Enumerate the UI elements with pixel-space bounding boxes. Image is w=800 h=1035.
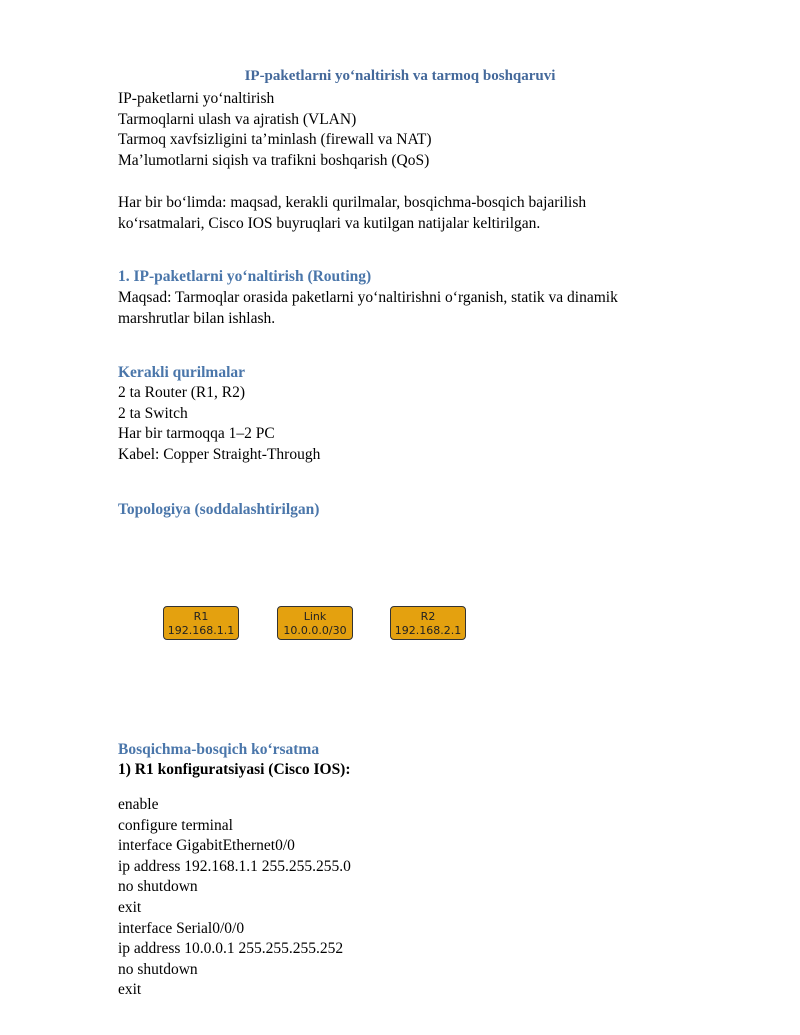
node-address: 192.168.1.1 [167, 623, 235, 637]
command-line: interface Serial0/0/0 [118, 919, 245, 937]
document-title: IP-paketlarni yo‘naltirish va tarmoq boshqaruvi [244, 68, 556, 84]
topology-section [118, 500, 678, 520]
command-line: configure terminal [118, 816, 233, 834]
command-line: ip address 10.0.0.1 255.255.255.252 [118, 940, 344, 958]
steps-subheading: 1) R1 konfiguratsiyasi (Cisco IOS): [118, 761, 351, 778]
node-name: R2 [420, 610, 436, 623]
command-line: no shutdown [118, 960, 198, 978]
steps-section [118, 740, 678, 780]
intro-note-line: Har bir bo‘limda: maqsad, kerakli qurilmalar, bosqichma-bosqich bajarilish [118, 194, 587, 211]
topic-item: IP-paketlarni yo‘naltirish [118, 90, 275, 107]
node-address: 192.168.2.1 [394, 623, 462, 637]
node-name: Link [303, 610, 327, 623]
command-line: exit [118, 981, 142, 999]
command-line: no shutdown [118, 878, 198, 896]
node-address: 10.0.0.0/30 [283, 623, 347, 637]
topology-heading: Topologiya (soddalashtirilgan) [118, 501, 320, 518]
node-name: R1 [193, 610, 209, 623]
topology-node-r1 [163, 606, 239, 640]
devices-heading: Kerakli qurilmalar [118, 364, 246, 381]
devices-section [118, 363, 678, 465]
goal-line: marshrutlar bilan ishlash. [118, 310, 276, 327]
command-line: enable [118, 796, 159, 813]
steps-heading: Bosqichma-bosqich ko‘rsatma [118, 741, 320, 758]
topic-item: Tarmoqlarni ulash va ajratish (VLAN) [118, 110, 357, 128]
command-line: ip address 192.168.1.1 255.255.255.0 [118, 857, 351, 875]
device-item: 2 ta Router (R1, R2) [118, 384, 245, 401]
section-heading: 1. IP-paketlarni yo‘naltirish (Routing) [118, 268, 372, 285]
topic-list [118, 89, 678, 171]
device-item: 2 ta Switch [118, 404, 188, 422]
intro-note [118, 192, 678, 234]
device-item: Kabel: Copper Straight-Through [118, 445, 321, 463]
topology-node-r2 [390, 606, 466, 640]
command-line: exit [118, 898, 142, 916]
topology-node-link [277, 606, 353, 640]
command-list [118, 795, 678, 1001]
intro-note-line: ko‘rsatmalari, Cisco IOS buyruqlari va kutilgan natijalar keltirilgan. [118, 215, 541, 232]
goal-line: Maqsad: Tarmoqlar orasida paketlarni yo‘naltirishni o‘rganish, statik va dinamik [118, 289, 618, 306]
device-item: Har bir tarmoqqa 1–2 PC [118, 425, 275, 443]
command-line: interface GigabitEthernet0/0 [118, 837, 295, 855]
topic-item: Tarmoq xavfsizligini ta’minlash (firewall va NAT) [118, 131, 432, 149]
topic-item: Ma’lumotlarni siqish va trafikni boshqarish (QoS) [118, 151, 430, 169]
section-routing [118, 267, 678, 329]
topology-diagram [0, 600, 800, 650]
